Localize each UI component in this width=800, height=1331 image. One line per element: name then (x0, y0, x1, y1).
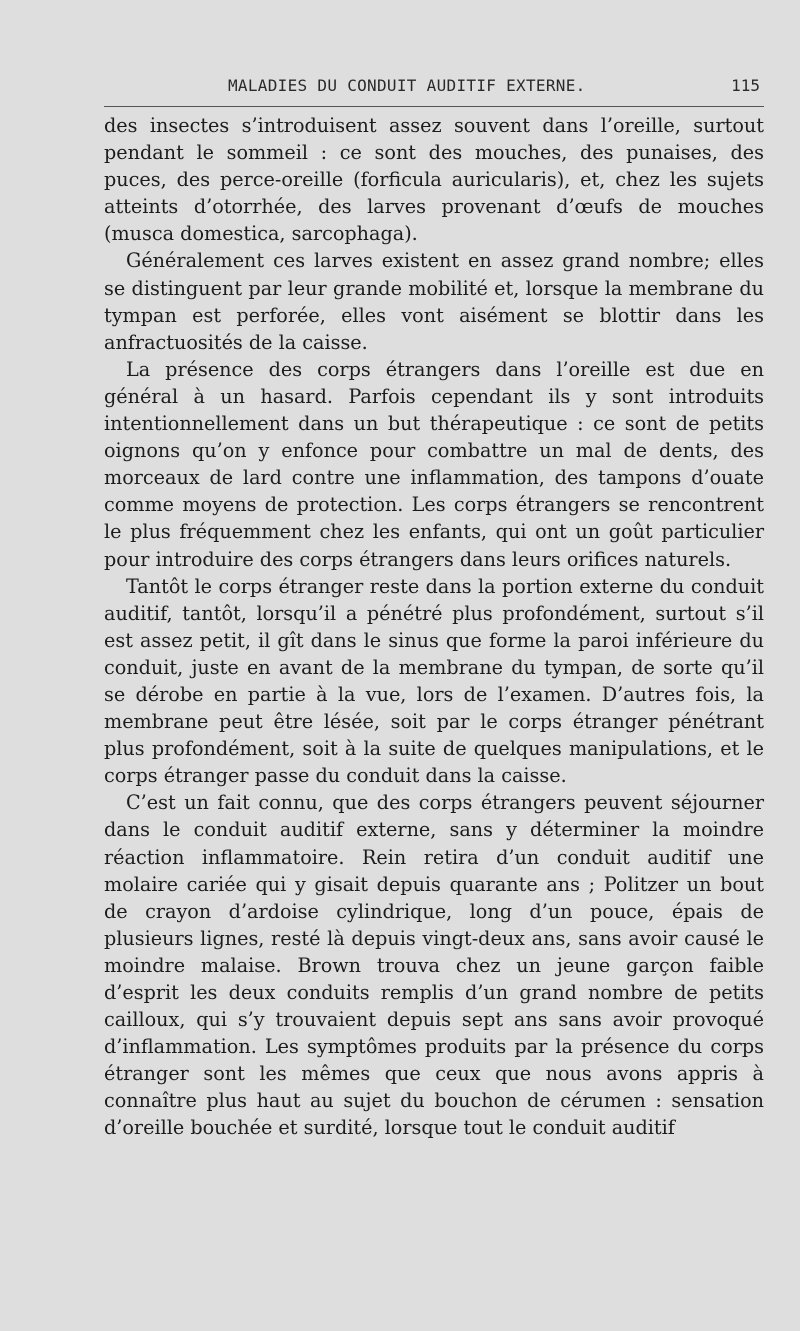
paragraph-location: Tantôt le corps étranger reste dans la portion externe du conduit auditif, tantôt, lorsqu’il a pénétré plus profondément, surtout s’il est assez petit, il gît dans le sinus que forme la paroi inférieure du conduit, juste en avant de la membrane du tympan, de sorte qu’il se dérobe en partie à la vue, lors de l’examen. D’autres fois, la membrane peut être lésée, soit par le corps étranger pénétrant plus profondément, soit à la suite de quelques manipulations, et le corps étranger passe du conduit dans la caisse. (104, 574, 764, 788)
page-header (104, 74, 764, 107)
running-title: MALADIES DU CONDUIT AUDITIF EXTERNE. (228, 76, 586, 95)
paragraph-insects: des insectes s’introduisent assez souvent dans l’oreille, surtout pendant le sommeil : ce sont des mouches, des punaises, des puces, des perce-oreille (forficula auricularis), et, chez les sujets atteints d’otorrhée, des larves provenant d’œufs de mouches (musca domestica, sarcophaga). (104, 114, 764, 246)
page-number: 115 (731, 76, 760, 95)
body-text (104, 112, 764, 1142)
paragraph-larvae: Généralement ces larves existent en assez grand nombre; elles se distinguent par leur grande mobilité et, lorsque la membrane du tympan est perforée, elles vont aisément se blottir dans les anfractuosités de la caisse. (104, 249, 764, 354)
paragraph-tolerance: C’est un fait connu, que des corps étrangers peuvent séjourner dans le conduit auditif externe, sans y déterminer la moindre réaction inflammatoire. Rein retira d’un conduit auditif une molaire cariée qui y gisait depuis quarante ans ; Politzer un bout de crayon d’ardoise cylindrique, long d’un pouce, épais de plusieurs lignes, resté là depuis vingt-deux ans, sans avoir causé le moindre malaise. Brown trouva chez un jeune garçon faible d’esprit les deux conduits remplis d’un grand nombre de petits cailloux, qui s’y trouvaient depuis sept ans sans avoir provoqué d’inflammation. Les symptômes produits par la présence du corps étranger sont les mêmes que ceux que nous avons appris à connaître plus haut au sujet du bouchon de cérumen : sensation d’oreille bouchée et surdité, lorsque tout le conduit auditif (104, 791, 764, 1140)
paragraph-presence: La présence des corps étrangers dans l’oreille est due en général à un hasard. Parfois cependant ils y sont introduits intentionnellement dans un but thérapeutique : ce sont de petits oignons qu’on y enfonce pour combattre un mal de dents, des morceaux de lard contre une inflammation, des tampons d’ouate comme moyens de protection. Les corps étrangers se rencontrent le plus fréquemment chez les enfants, qui ont un goût particulier pour introduire des corps étrangers dans leurs orifices naturels. (104, 357, 764, 571)
